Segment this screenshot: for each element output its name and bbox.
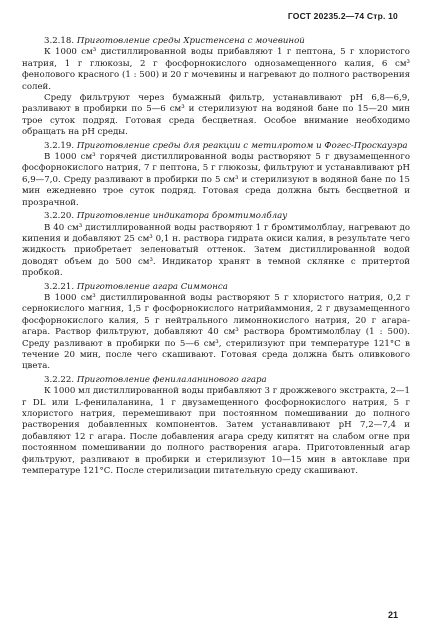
paragraph: К 1000 см³ дистиллированной воды прибавляют 1 г пептона, 5 г хлористого натрия, 1 г глюкозы, 2 г фосфорнокислого однозамещенного калия, 6 см³ фенолового красного (1 : 500) и 20 г мочевины и нагревают до полного растворения солей. <box>22 47 410 92</box>
section-number: 3.2.20. <box>44 211 75 222</box>
section-title: Приготовление агара Симмонса <box>76 281 228 292</box>
section-number: 3.2.19. <box>44 140 75 151</box>
paragraph: Среду фильтруют через бумажный фильтр, устанавливают pH 6,8—6,9, разливают в пробирки по 5—6 см³ и стерилизуют на водяной бане по 15—20 мин трое суток подряд. Готовая среда бесцветная. Особое внимание необходимо обращать на pH среды. <box>22 93 410 138</box>
section-title: Приготовление индикатора бромтимолблау <box>76 211 288 222</box>
section-number: 3.2.22. <box>44 374 75 385</box>
paragraph: В 1000 см³ горячей дистиллированной воды растворяют 5 г двузамещенного фосфорнокислого натрия, 7 г пептона, 5 г глюкозы, фильтруют и устанавливают pH 6,9—7,0. Среду разливают в пробирки по 5 см³ и стерилизуют в водяной бане по 15 мин ежедневно трое суток подряд. Готовая среда должна быть бесцветной и прозрачной. <box>22 152 410 208</box>
section-heading <box>22 282 410 293</box>
section-3-2-20 <box>22 211 410 279</box>
section-heading <box>22 141 410 152</box>
section-title: Приготовление среды для реакции с метилротом и Фогес-Проскауэра <box>76 140 408 151</box>
paragraph: В 1000 см³ дистиллированной воды растворяют 5 г хлористого натрия, 0,2 г сернокислого магния, 1,5 г фосфорнокислого натрийаммония, 2 г двузамещенного фосфорнокислого калия, 5 г нейтрального лимоннокислого натрия, 20 г агара-агара. Раствор фильтруют, добавляют 40 см³ раствора бромтимолблау (1 : 500). Среду разливают в пробирки по 5—6 см³, стерилизуют при температуре 121°С в течение 20 мин, после чего скашивают. Готовая среда должна быть оливкового цвета. <box>22 292 410 372</box>
paragraph: В 40 см³ дистиллированной воды растворяют 1 г бромтимолблау, нагревают до кипения и добавляют 25 см³ 0,1 н. раствора гидрата окиси калия, в результате чего жидкость приобретает зеленоватый оттенок. Затем дистиллированной водой доводят объем до 500 см³. Индикатор хранят в темной склянке с притертой пробкой. <box>22 222 410 279</box>
section-number: 3.2.18. <box>44 36 75 46</box>
section-3-2-22 <box>22 375 410 478</box>
page-number: 21 <box>387 610 398 620</box>
section-number: 3.2.21. <box>44 281 75 292</box>
section-heading <box>22 375 410 386</box>
section-heading <box>22 211 410 222</box>
document-body <box>22 36 410 479</box>
section-title: Приготовление среды Христенсена с мочевиной <box>76 36 305 46</box>
section-3-2-21 <box>22 282 410 373</box>
page-header: ГОСТ 20235.2—74 Стр. 10 <box>287 11 398 21</box>
section-3-2-18 <box>22 36 410 139</box>
section-title: Приготовление фенилаланинового агара <box>76 374 267 385</box>
section-3-2-19 <box>22 141 410 209</box>
paragraph: К 1000 мл дистиллированной воды прибавляют 3 г дрожжевого экстракта, 2—1 г DL или L-фенилаланина, 1 г двузамещенного фосфорнокислого натрия, 5 г хлористого натрия, перемешивают при постоянном помешивании до полного растворения добавленных компонентов. Затем устанавливают pH 7,2—7,4 и добавляют 12 г агара. После добавления агара среду кипятят на слабом огне при постоянном помешивании до полного растворения агара. Приготовленный агар фильтруют, разливают в пробирки и стерилизуют 10—15 мин в автоклаве при температуре 121°С. После стерилизации питательную среду скашивают. <box>22 386 410 477</box>
section-heading <box>22 36 410 47</box>
